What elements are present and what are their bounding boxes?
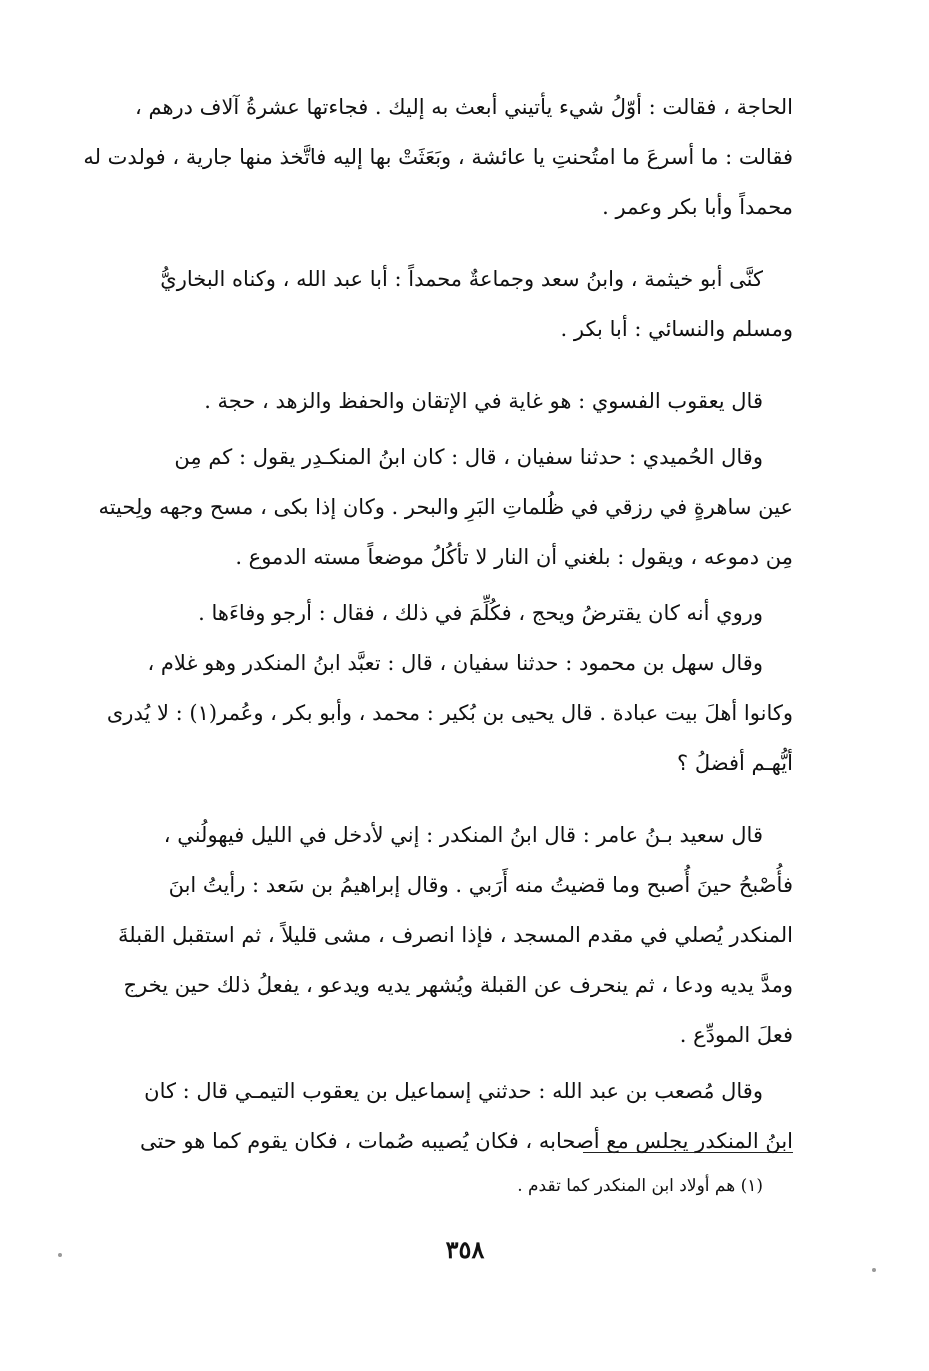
- paragraph-1: [83, 82, 793, 232]
- text-line: كنَّى أبو خيثمة ، وابنُ سعد وجماعةٌ محمداً : أبا عبد الله ، وكناه البخاريُّ: [160, 267, 763, 291]
- text-line: فأُصْبحُ حينَ أُصبح وما قضيتُ منه أَرَبي . وقال إبراهيمُ بن سَعد : رأيتُ ابنَ: [168, 873, 793, 897]
- text-line: مِن دموعه ، ويقول : بلغني أن النار لا تأكُلُ موضعاً مسته الدموع .: [235, 545, 793, 569]
- text-line: الحاجة ، فقالت : أوّلُ شيء يأتيني أبعث به إليك . فجاءتها عشرةُ آلاف درهم ،: [135, 95, 793, 119]
- footnote: (١) هم أولاد ابن المنكدر كما تقدم .: [517, 1176, 763, 1196]
- main-text: [83, 82, 793, 1166]
- text-line: وقال سهل بن محمود : حدثنا سفيان ، قال : تعبَّد ابنُ المنكدر وهو غلام ،: [147, 651, 763, 675]
- footnote-divider: [583, 1152, 793, 1153]
- page-number: ٣٥٨: [445, 1235, 485, 1264]
- text-line: ومدَّ يديه ودعا ، ثم ينحرف عن القبلة ويُشهر يديه ويدعو ، يفعلُ ذلك حين يخرج: [123, 973, 793, 997]
- text-line: فعلَ المودِّع .: [679, 1023, 793, 1047]
- paragraph-2: [128, 254, 793, 354]
- text-line: وقال الحُميدي : حدثنا سفيان ، قال : كان ابنُ المنكـدِر يقول : كم مِن: [174, 445, 763, 469]
- text-line: أيُّهـم أفضلُ ؟: [677, 751, 793, 775]
- text-line: المنكدر يُصلي في مقدم المسجد ، فإذا انصرف ، مشى قليلاً ، ثم استقبل القبلةَ: [118, 923, 793, 947]
- text-line: محمداً وأبا بكر وعمر .: [602, 195, 793, 219]
- scan-speck: [872, 1268, 876, 1272]
- paragraph-8: [128, 1066, 793, 1166]
- text-line: عين ساهرةٍ في رزقي في ظُلماتِ البَرِ والبحر . وكان إذا بكى ، مسح وجهه ولِحيته: [98, 495, 793, 519]
- text-line: ابنُ المنكدر يجلس مع أصحابه ، فكان يُصيبه صُمات ، فكان يقوم كما هو حتى: [139, 1129, 793, 1153]
- paragraph-3: [128, 376, 793, 426]
- text-line: فقالت : ما أسرعَ ما امتُحنتِ يا عائشة ، وبَعَثَتْ بها إليه فاتَّخذ منها جارية ، فولدت له: [83, 145, 793, 169]
- text-line: قال يعقوب الفسوي : هو غاية في الإتقان والحفظ والزهد ، حجة .: [204, 389, 763, 413]
- scan-speck: [58, 1253, 62, 1257]
- paragraph-5: [128, 588, 793, 638]
- paragraph-6: [106, 638, 793, 788]
- text-line: قال سعيد بـنُ عامر : قال ابنُ المنكدر : إني لأدخل في الليل فيهولُني ،: [163, 823, 763, 847]
- text-line: وروي أنه كان يقترضُ ويحج ، فكُلِّمَ في ذلك ، فقال : أرجو وفاءَها .: [198, 601, 763, 625]
- text-line: وقال مُصعب بن عبد الله : حدثني إسماعيل بن يعقوب التيمـي قال : كان: [144, 1079, 763, 1103]
- text-line: وكانوا أهلَ بيت عبادة . قال يحيى بن بُكير : محمد ، وأبو بكر ، وعُمر(١) : لا يُدرى: [106, 701, 793, 725]
- paragraph-4: [98, 432, 793, 582]
- text-line: ومسلم والنسائي : أبا بكر .: [560, 317, 793, 341]
- paragraph-7: [118, 810, 793, 1060]
